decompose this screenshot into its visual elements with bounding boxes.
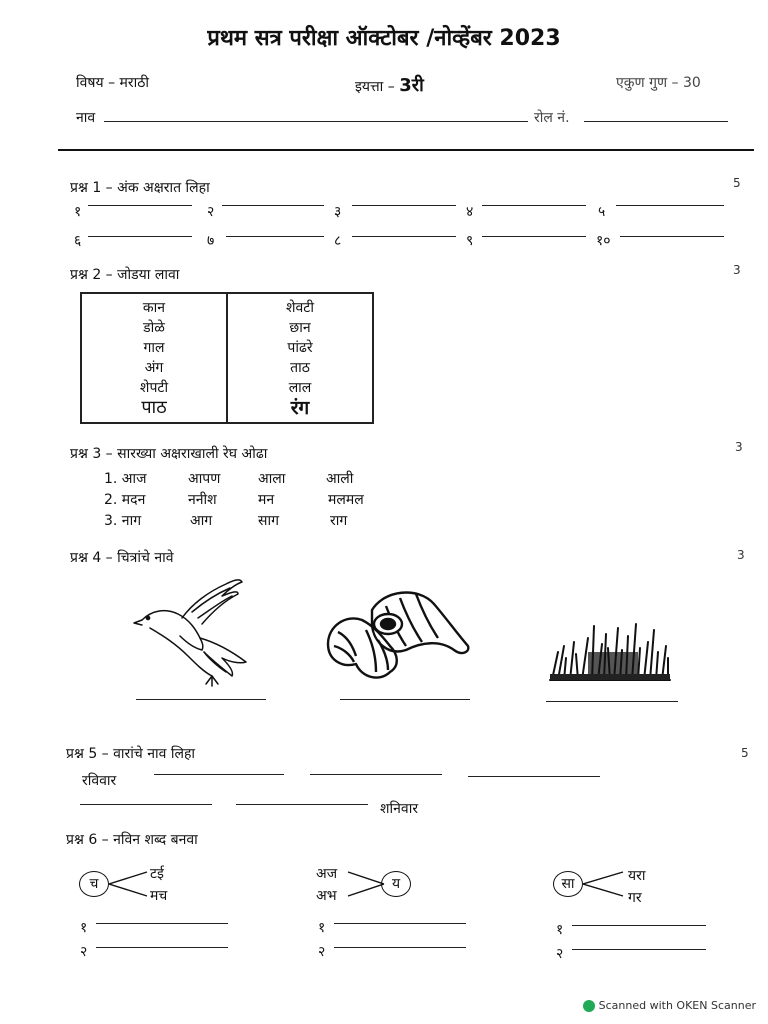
q1-number: ७ — [207, 233, 215, 249]
q3-marks: 3 — [735, 440, 743, 454]
answer-line[interactable] — [136, 699, 266, 700]
scanner-logo-icon — [583, 1000, 595, 1012]
answer-line[interactable] — [154, 774, 284, 775]
word-part: टई — [150, 866, 164, 882]
match-right-item[interactable]: लाल — [288, 380, 312, 396]
answer-line[interactable] — [340, 699, 470, 700]
class-label: इयत्ता – 3री — [355, 75, 424, 96]
match-right-item[interactable]: ताठ — [290, 360, 310, 376]
answer-number: २ — [556, 946, 564, 962]
q6-title: प्रश्न 6 – नविन शब्द बनवा — [66, 832, 198, 848]
q5-marks: 5 — [741, 746, 749, 760]
match-left-item[interactable]: अंग — [144, 360, 164, 376]
answer-line[interactable] — [96, 923, 228, 924]
q3-word[interactable]: आली — [326, 471, 354, 487]
q1-number: ८ — [334, 233, 342, 249]
scanner-watermark: Scanned with OKEN Scanner — [583, 999, 756, 1012]
total-marks: एकुण गुण – 30 — [616, 75, 701, 91]
header-divider — [58, 149, 754, 151]
left-column — [81, 293, 227, 423]
q1-number: ९ — [466, 233, 474, 249]
word-part: अज — [316, 866, 338, 882]
answer-line[interactable] — [572, 949, 706, 950]
q4-title: प्रश्न 4 – चित्रांचे नावे — [70, 550, 174, 566]
q3-word[interactable]: मन — [258, 492, 275, 508]
q2-title: प्रश्न 2 – जोडया लावा — [70, 267, 180, 283]
q1-number: ५ — [598, 204, 606, 220]
match-left-item[interactable]: शेपटी — [139, 380, 169, 396]
name-label: नाव — [76, 110, 96, 126]
roll-line[interactable] — [584, 121, 728, 122]
letter-circle: य — [381, 871, 411, 897]
answer-line[interactable] — [226, 236, 324, 237]
grass-drawing — [548, 608, 672, 684]
match-left-item[interactable]: कान — [142, 300, 166, 316]
answer-line[interactable] — [468, 776, 600, 777]
match-right-item[interactable]: शेवटी — [286, 300, 314, 316]
connector-lines — [583, 868, 627, 902]
q1-number: ४ — [466, 204, 474, 220]
q1-title: प्रश्न 1 – अंक अक्षरात लिहा — [70, 180, 210, 196]
q3-word[interactable]: 1. आज — [104, 471, 147, 487]
answer-line[interactable] — [352, 205, 456, 206]
answer-line[interactable] — [88, 205, 192, 206]
q1-number: ३ — [334, 204, 342, 220]
q1-number: १ — [74, 204, 82, 220]
answer-number: २ — [318, 944, 326, 960]
subject-label: विषय – मराठी — [76, 75, 150, 91]
exam-title: प्रथम सत्र परीक्षा ऑक्टोबर /नोव्हेंबर 2023 — [207, 26, 561, 51]
answer-line[interactable] — [334, 923, 466, 924]
q3-word[interactable]: आग — [190, 513, 213, 529]
shell-drawing — [322, 586, 472, 686]
word-part: मच — [150, 888, 168, 904]
q3-word[interactable]: 3. नाग — [104, 513, 142, 529]
answer-line[interactable] — [222, 205, 324, 206]
q3-title: प्रश्न 3 – सारख्या अक्षराखाली रेघ ओढा — [70, 446, 268, 462]
q3-word[interactable]: 2. मदन — [104, 492, 146, 508]
q3-word[interactable]: ननीश — [188, 492, 217, 508]
connector-lines — [109, 868, 151, 902]
roll-label: रोल नं. — [534, 110, 570, 126]
word-part: यरा — [628, 868, 646, 884]
answer-line[interactable] — [482, 205, 586, 206]
answer-number: २ — [80, 944, 88, 960]
answer-line[interactable] — [88, 236, 192, 237]
answer-number: १ — [318, 920, 326, 936]
match-right-item[interactable]: छान — [289, 320, 311, 336]
letter-circle: च — [79, 871, 109, 897]
right-column — [227, 293, 373, 423]
answer-line[interactable] — [482, 236, 586, 237]
q1-marks: 5 — [733, 176, 741, 190]
answer-line[interactable] — [236, 804, 368, 805]
answer-line[interactable] — [96, 947, 228, 948]
end-day: शनिवार — [380, 801, 419, 817]
letter-circle: सा — [553, 871, 583, 897]
answer-line[interactable] — [572, 925, 706, 926]
answer-line[interactable] — [546, 701, 678, 702]
match-right-item[interactable]: पांढरे — [287, 340, 313, 356]
q1-number: १० — [596, 233, 611, 249]
answer-line[interactable] — [334, 947, 466, 948]
q2-marks: 3 — [733, 263, 741, 277]
q3-word[interactable]: राग — [330, 513, 348, 529]
name-line[interactable] — [104, 121, 528, 122]
word-part: अभ — [316, 888, 337, 904]
q1-number: २ — [207, 204, 215, 220]
q3-word[interactable]: आपण — [188, 471, 221, 487]
connector-lines — [346, 868, 386, 902]
answer-line[interactable] — [80, 804, 212, 805]
answer-number: १ — [556, 922, 564, 938]
q4-marks: 3 — [737, 548, 745, 562]
answer-line[interactable] — [616, 205, 724, 206]
q5-title: प्रश्न 5 – वारांचे नाव लिहा — [66, 746, 196, 762]
match-left-item[interactable]: गाल — [143, 340, 165, 356]
answer-number: १ — [80, 920, 88, 936]
answer-line[interactable] — [620, 236, 724, 237]
matching-table — [80, 292, 374, 424]
answer-line[interactable] — [352, 236, 456, 237]
bird-drawing — [130, 572, 260, 688]
answer-line[interactable] — [310, 774, 442, 775]
match-left-item[interactable]: डोळे — [143, 320, 165, 336]
q3-word[interactable]: आला — [258, 471, 286, 487]
match-left-item[interactable]: पाठ — [141, 397, 167, 418]
class-value: 3री — [399, 75, 424, 96]
q1-number: ६ — [74, 233, 82, 249]
q3-word[interactable]: मलमल — [328, 492, 364, 508]
start-day: रविवार — [82, 773, 117, 789]
match-right-item[interactable]: रंग — [290, 397, 310, 419]
word-part: गर — [628, 890, 642, 906]
q3-word[interactable]: साग — [258, 513, 279, 529]
